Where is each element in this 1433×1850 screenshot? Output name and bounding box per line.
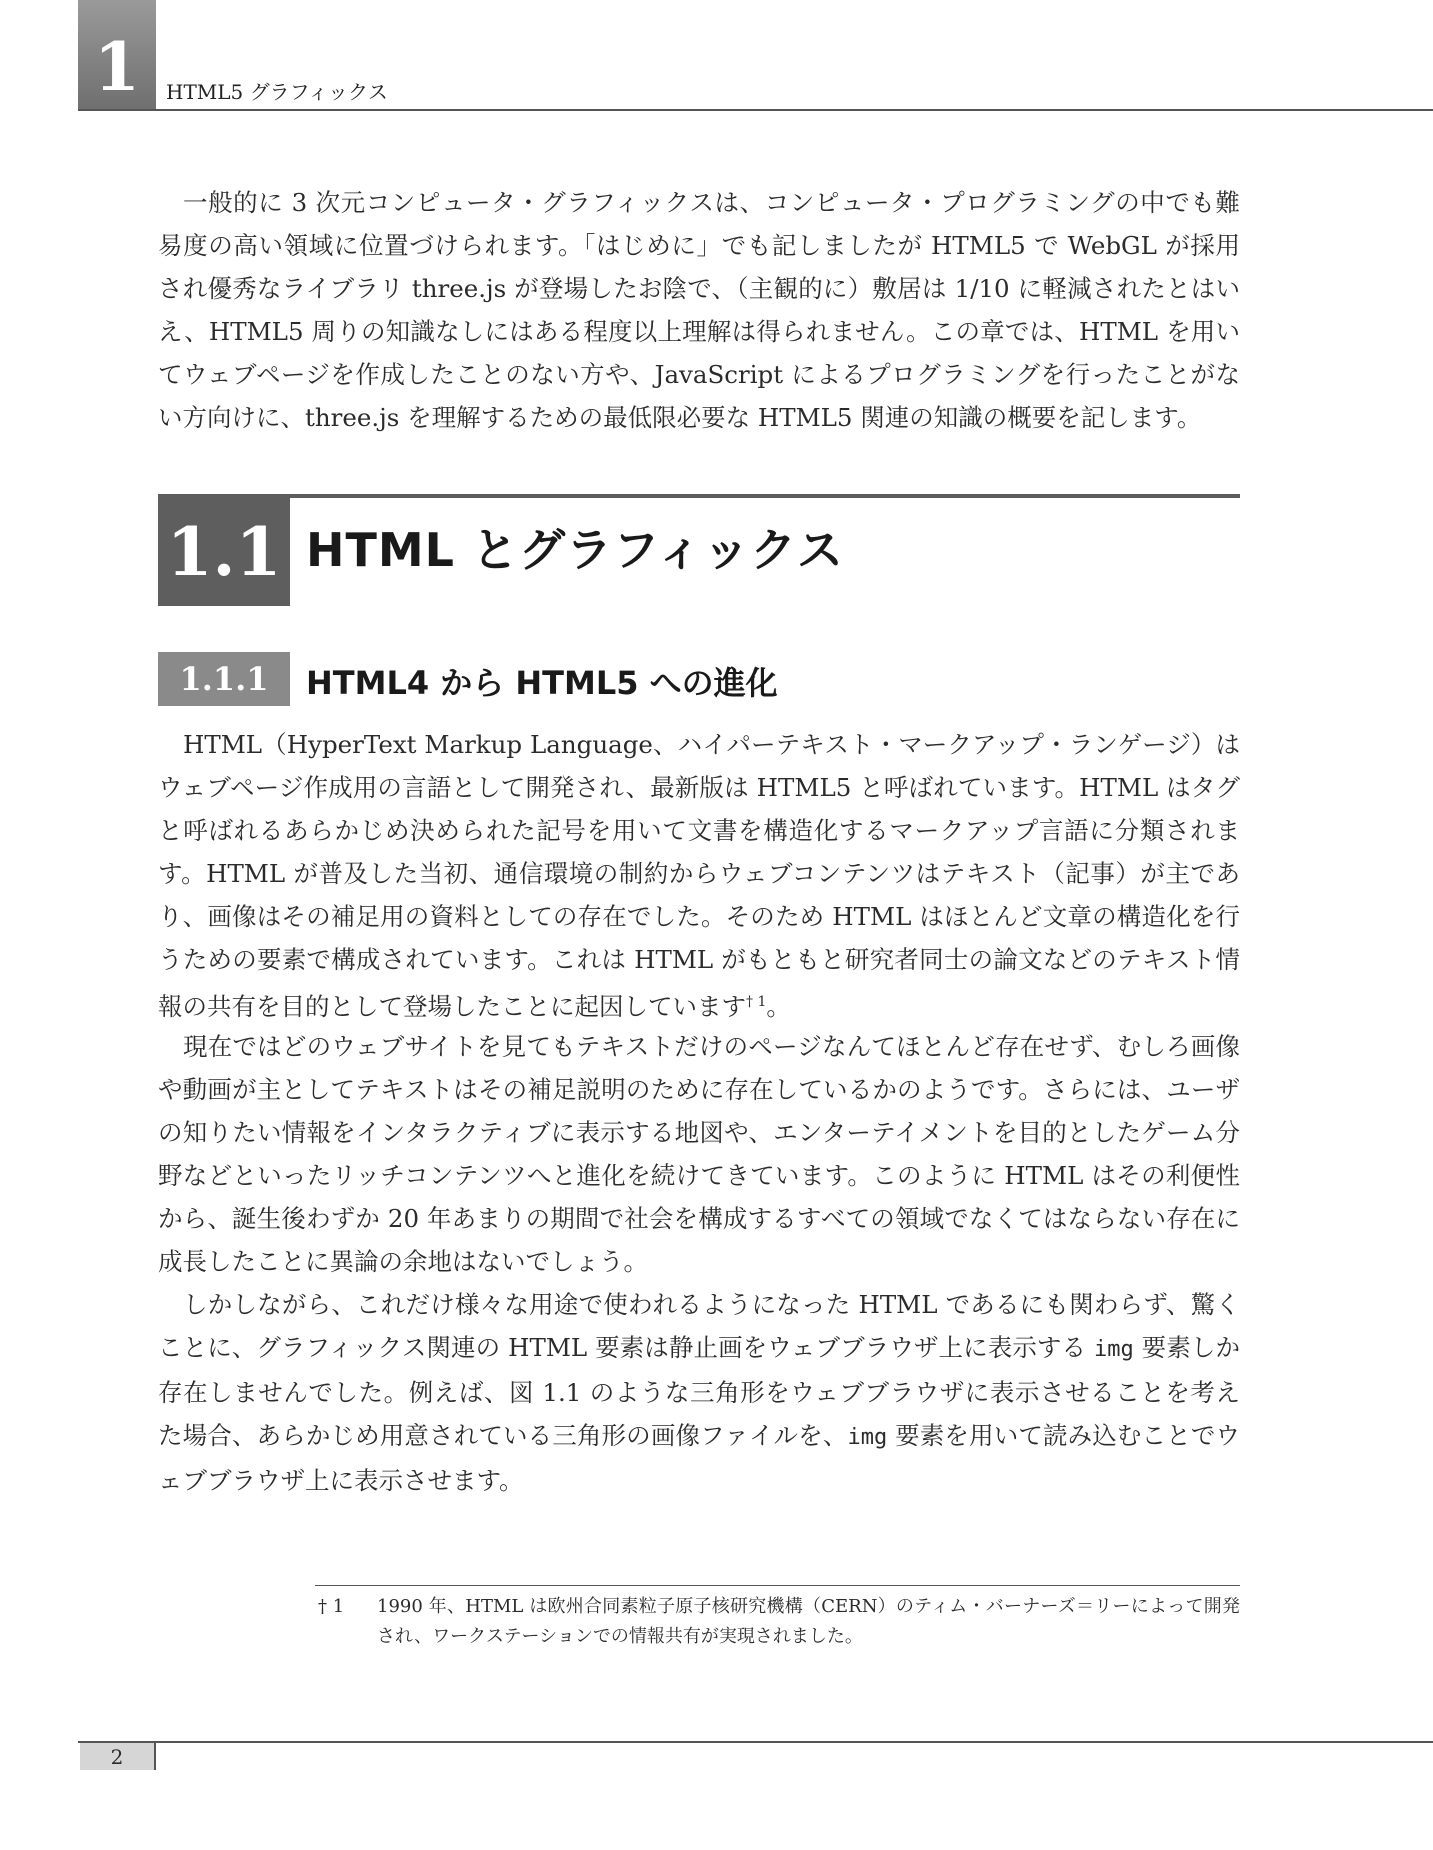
paragraph-3-text-c: 要素を用いて読み込むことでウェブブラウザ上に表示させます。	[158, 1421, 1240, 1495]
footnote-reference: † 1	[746, 994, 767, 1010]
running-header-title: HTML5 グラフィックス	[166, 80, 388, 104]
paragraph-3-text-b: 要素しか存在しませんでした。例えば、図 1.1 のような三角形をウェブブラウザに表示させることを考えた場合、あらかじめ用意されている三角形の画像ファイルを、	[158, 1333, 1240, 1450]
header-rule	[78, 109, 1433, 111]
body-paragraph-2: 現在ではどのウェブサイトを見てもテキストだけのページなんてほとんど存在せず、むしろ画像や動画が主としてテキストはその補足説明のために存在しているかのようです。さらには、ユーザの知りたい情報をインタラクティブに表示する地図や、エンターテイメントを目的としたゲーム分野などといったリッチコンテンツへと進化を続けてきています。このように HTML はその利便性から、誕生後わずか 20 年あまりの期間で社会を構成するすべての領域でなくてはならない存在に成長したことに異論の余地はないでしょう。	[158, 1032, 1240, 1276]
paragraph-1-text: HTML（HyperText Markup Language、ハイパーテキスト・マークアップ・ランゲージ）はウェブページ作成用の言語として開発され、最新版は HTML5 と呼ばれています。HTML はタグと呼ばれるあらかじめ決められた記号を用いて文書を構造化するマークアップ言語に分類されます。HTML が普及した当初、通信環境の制約からウェブコンテンツはテキスト（記事）が主であり、画像はその補足用の資料としての存在でした。そのため HTML はほとんど文章の構造化を行うための要素で構成されています。これは HTML がもともと研究者同士の論文などのテキスト情報の共有を目的として登場したことに起因しています	[158, 730, 1240, 1022]
footnote-mark: † 1	[318, 1596, 345, 1617]
intro-paragraph: 一般的に 3 次元コンピュータ・グラフィックスは、コンピュータ・プログラミングの中でも難易度の高い領域に位置づけられます。「はじめに」でも記しましたが HTML5 で WebGL が採用され優秀なライブラリ three.js が登場したお陰で、（主観的に）敷居は 1/10 に軽減されたとはいえ、HTML5 周りの知識なしにはある程度以上理解は得られません。この章では、HTML を用いてウェブページを作成したことのない方や、JavaScript によるプログラミングを行ったことがない方向けに、three.js を理解するための最低限必要な HTML5 関連の知識の概要を記します。	[158, 188, 1240, 432]
section-title: HTML とグラフィックス	[306, 523, 844, 577]
page-number: 2	[80, 1743, 154, 1770]
footnote-text: 1990 年、HTML は欧州合同素粒子原子核研究機構（CERN）のティム・バーナーズ＝リーによって開発され、ワークステーションでの情報共有が実現されました。	[377, 1596, 1240, 1647]
img-code-2: img	[847, 1425, 888, 1450]
chapter-number-tab: 1	[78, 0, 156, 110]
subsection-number: 1.1.1	[158, 652, 290, 706]
footnote-rule	[315, 1585, 1240, 1586]
paragraph-3-text-a: しかしながら、これだけ様々な用途で使われるようになった HTML であるにも関わらず、驚くことに、グラフィックス関連の HTML 要素は静止画をウェブブラウザ上に表示する	[158, 1290, 1240, 1362]
subsection-title: HTML4 から HTML5 への進化	[306, 664, 778, 702]
body-paragraph-1	[158, 723, 1240, 1028]
footer-rule	[78, 1741, 1433, 1743]
paragraph-1-end: 。	[766, 992, 791, 1022]
body-paragraph-3	[158, 1283, 1240, 1502]
footer-tick	[154, 1743, 156, 1770]
section-number: 1.1	[158, 498, 290, 606]
img-code-1: img	[1094, 1337, 1134, 1362]
section-heading-rule	[158, 494, 1240, 498]
